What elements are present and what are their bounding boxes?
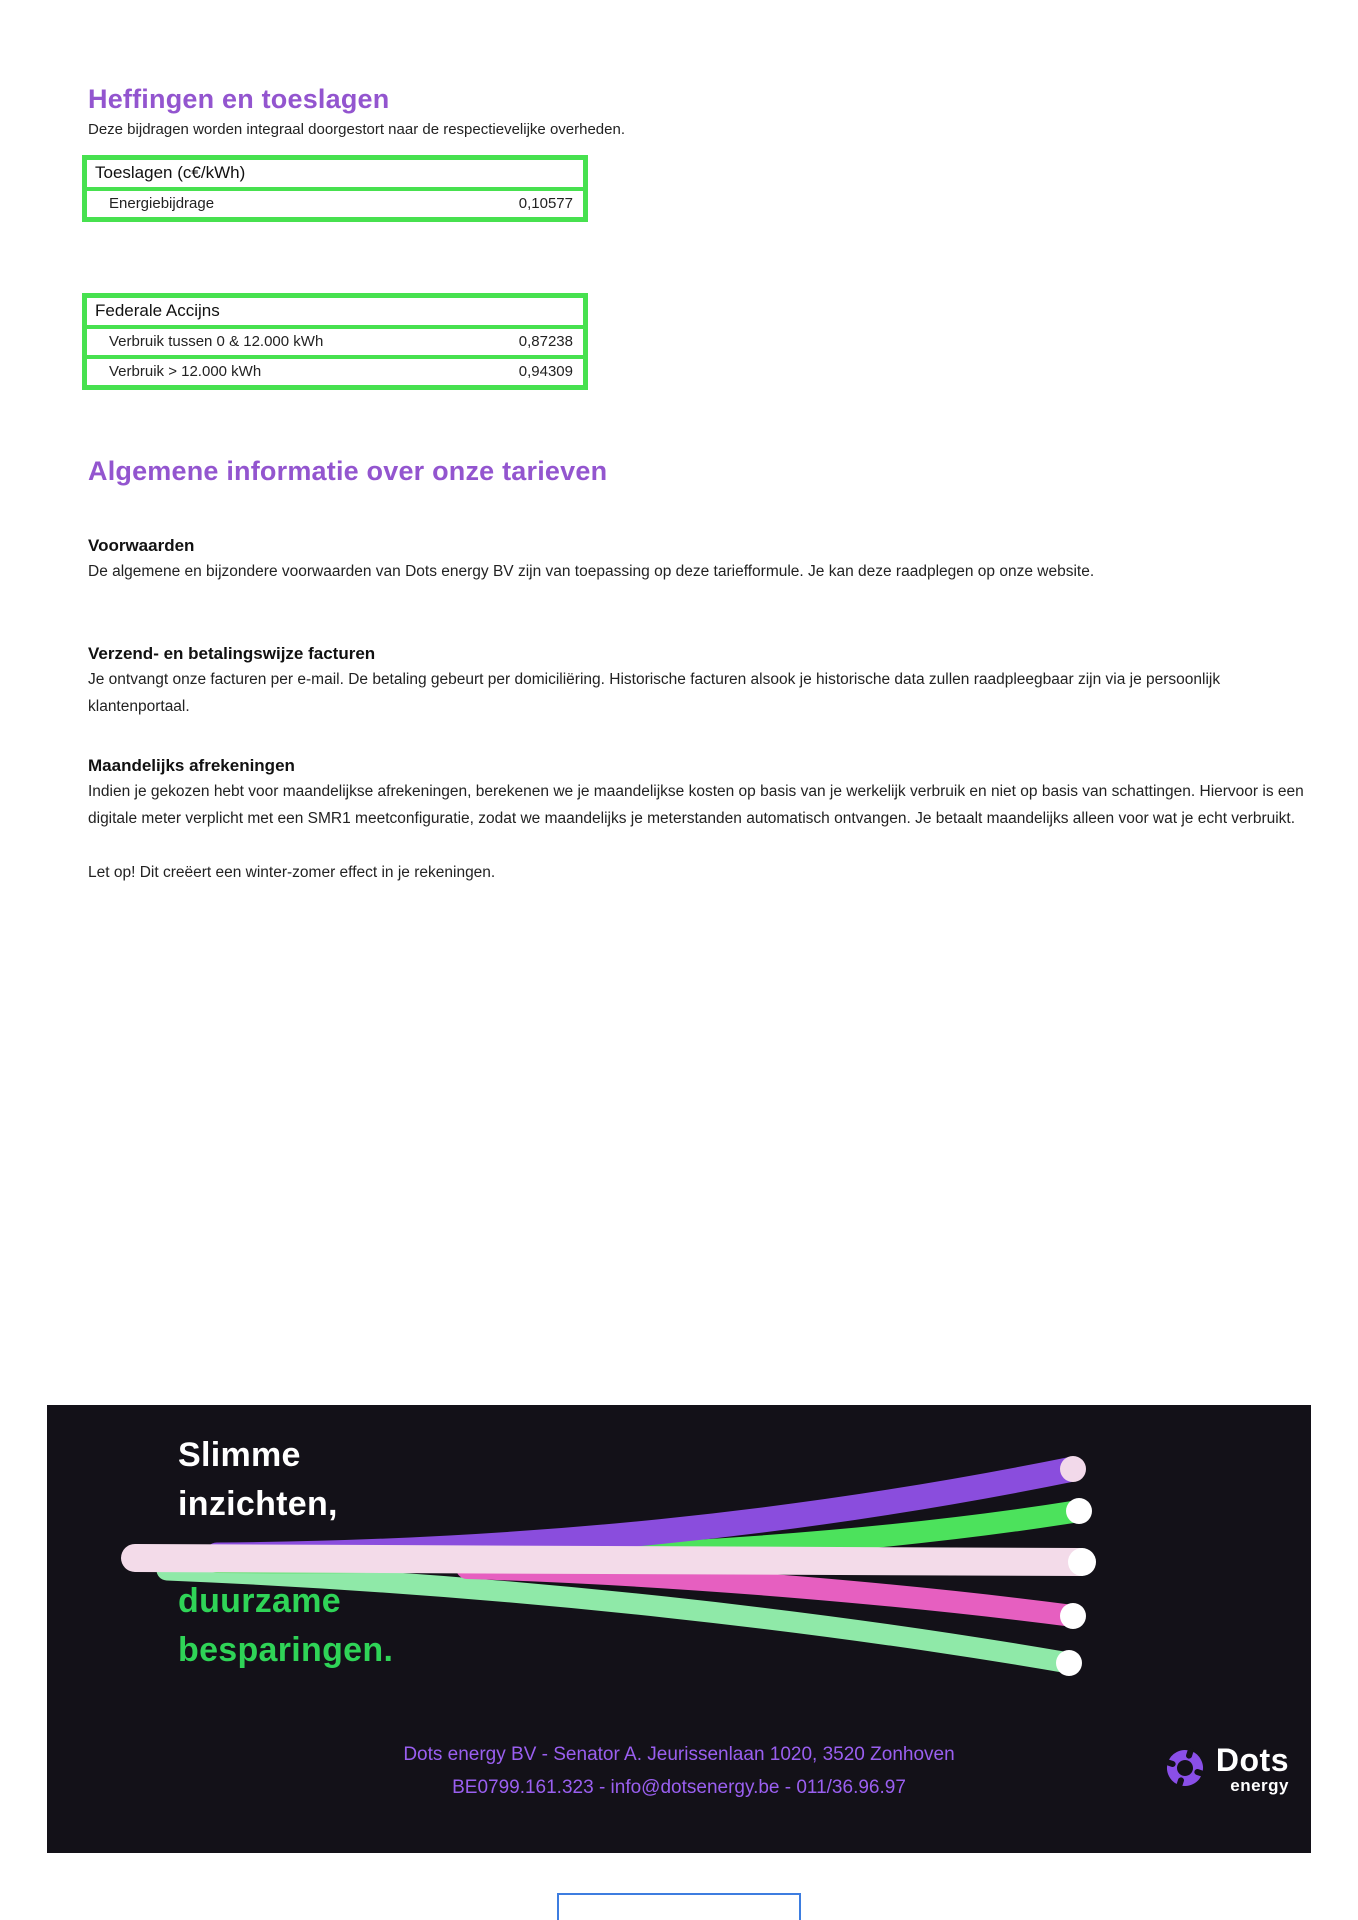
row-value: 0,94309 <box>518 363 573 380</box>
banner-headline-line: besparingen. <box>178 1631 394 1669</box>
logo-sub: energy <box>1230 1776 1289 1795</box>
intro-text: Deze bijdragen worden integraal doorgestort naar de respectievelijke overheden. <box>88 121 625 138</box>
subsection-heading-voorwaarden: Voorwaarden <box>88 536 195 555</box>
table-toeslagen-header: Toeslagen (c€/kWh) <box>87 160 583 187</box>
subsection-heading-afrekeningen: Maandelijks afrekeningen <box>88 756 295 775</box>
cable-tip <box>1056 1650 1082 1676</box>
cable-tip <box>1068 1548 1096 1576</box>
row-label: Verbruik tussen 0 & 12.000 kWh <box>109 333 324 350</box>
subsection-body: Indien je gekozen hebt voor maandelijkse afrekeningen, berekenen we je maandelijkse kosten op basis van je werkelijk verbruik en niet op basis van schattingen. Hiervoor is een digitale meter verplicht met een SMR1 meetconfiguratie, zodat we maandelijks je meterstanden automatisch ontvangen. Je betaalt maandelijks alleen voor wat je echt verbruikt. <box>88 783 1304 827</box>
page-title: Heffingen en toeslagen <box>88 84 390 114</box>
contact-info <box>47 1738 1311 1804</box>
banner-headline-line: inzichten, <box>178 1485 338 1523</box>
row-label: Energiebijdrage <box>109 195 215 212</box>
subsection-body: De algemene en bijzondere voorwaarden van Dots energy BV zijn van toepassing op deze tariefformule. Je kan deze raadplegen op onze website. <box>88 563 1095 580</box>
banner-headline-line: Slimme <box>178 1436 301 1474</box>
table-row <box>87 191 583 217</box>
table-federale-header: Federale Accijns <box>87 298 583 325</box>
dots-energy-logo <box>1164 1743 1289 1795</box>
logo-name: Dots <box>1215 1742 1289 1778</box>
banner-headline-line: duurzame <box>178 1582 341 1620</box>
subsection-note: Let op! Dit creëert een winter-zomer effect in je rekeningen. <box>88 864 496 881</box>
table-federale-accijns <box>82 293 588 390</box>
dots-logo-icon <box>1164 1747 1206 1789</box>
row-value: 0,87238 <box>518 333 573 350</box>
cable-tip <box>1060 1456 1086 1482</box>
cable-tip <box>1060 1603 1086 1629</box>
banner-headline-white <box>178 1431 338 1529</box>
subsection-heading-facturen: Verzend- en betalingswijze facturen <box>88 644 376 663</box>
row-value: 0,10577 <box>518 195 573 212</box>
highlight-box <box>557 1893 801 1920</box>
banner-headline-green <box>178 1577 393 1675</box>
subsection-body: Je ontvangt onze facturen per e-mail. De betaling gebeurt per domiciliëring. Historische facturen alsook je historische data zullen raadpleegbaar zijn via je persoonlijk klantenportaal. <box>88 671 1221 715</box>
row-label: Verbruik > 12.000 kWh <box>109 363 262 380</box>
section-title: Algemene informatie over onze tarieven <box>88 456 608 486</box>
table-row <box>87 359 583 385</box>
cable-tip <box>1066 1498 1092 1524</box>
logo-text <box>1216 1743 1289 1795</box>
contact-address: Dots energy BV - Senator A. Jeurissenlaan 1020, 3520 Zonhoven <box>403 1744 955 1765</box>
promo-banner <box>47 1405 1311 1853</box>
contact-details: BE0799.161.323 - info@dotsenergy.be - 011/36.96.97 <box>452 1777 906 1798</box>
table-row <box>87 329 583 355</box>
table-toeslagen <box>82 155 588 222</box>
